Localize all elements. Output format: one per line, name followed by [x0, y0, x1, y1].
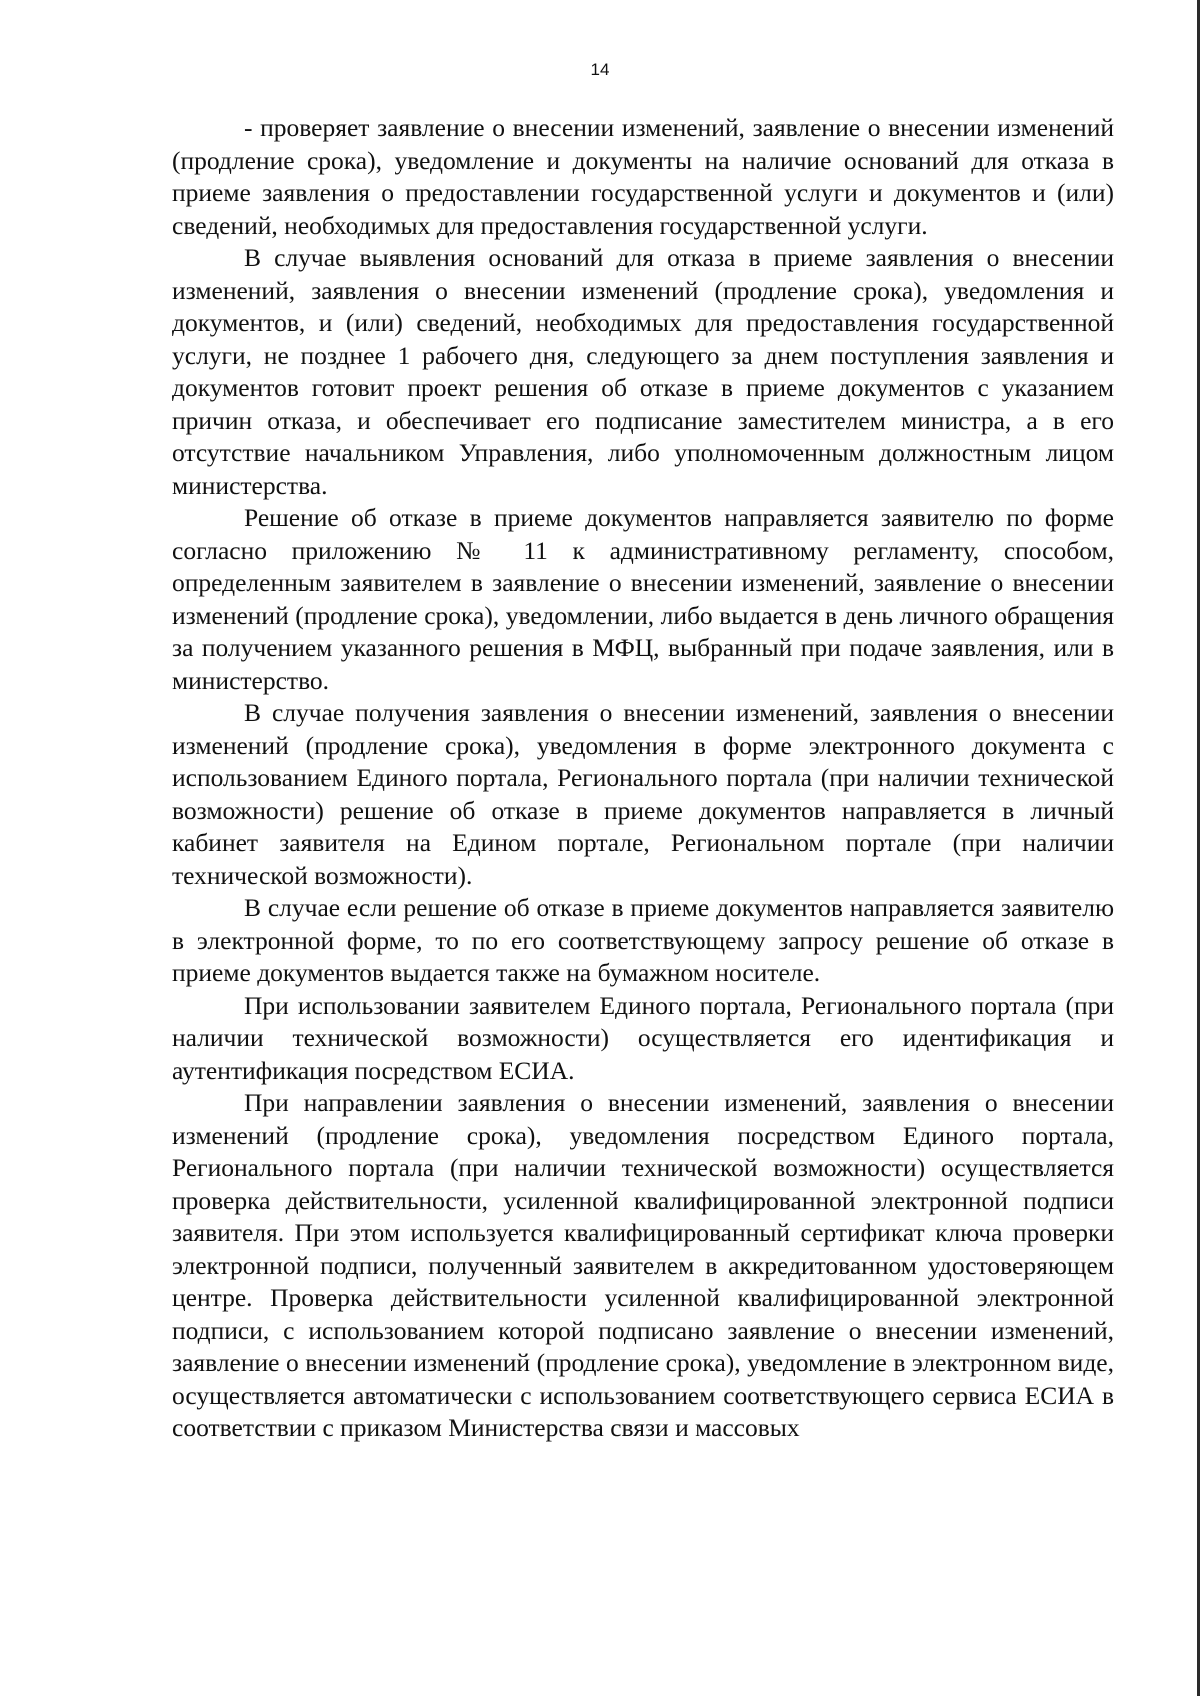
paragraph-6: При использовании заявителем Единого портала, Регионального портала (при наличии технической возможности) осуществляется его идентификация и аутентификация посредством ЕСИА.	[172, 990, 1114, 1085]
document-body	[172, 112, 1114, 1445]
paragraph-1: - проверяет заявление о внесении изменений, заявление о внесении изменений (продление срока), уведомление и документы на наличие оснований для отказа в приеме заявления о предоставлении государственной услуги и документов и (или) сведений, необходимых для предоставления государственной услуги.	[172, 113, 1114, 240]
paragraph-4: В случае получения заявления о внесении изменений, заявления о внесении изменений (продление срока), уведомления в форме электронного документа с использованием Единого портала, Регионального портала (при наличии технической возможности) решение об отказе в приеме документов направляется в личный кабинет заявителя на Едином портале, Региональном портале (при наличии технической возможности).	[172, 698, 1114, 890]
paragraph-5: В случае если решение об отказе в приеме документов направляется заявителю в электронной форме, то по его соответствующему запросу решение об отказе в приеме документов выдается также на бумажном носителе.	[172, 893, 1114, 987]
paragraph-2: В случае выявления оснований для отказа в приеме заявления о внесении изменений, заявления о внесении изменений (продление срока), уведомления и документов, и (или) сведений, необходимых для предоставления государственной услуги, не позднее 1 рабочего дня, следующего за днем поступления заявления и документов готовит проект решения об отказе в приеме документов с указанием причин отказа, и обеспечивает его подписание заместителем министра, а в его отсутствие начальником Управления, либо уполномоченным должностным лицом министерства.	[172, 243, 1114, 500]
paragraph-7: При направлении заявления о внесении изменений, заявления о внесении изменений (продление срока), уведомления посредством Единого портала, Регионального портала (при наличии технической возможности) осуществляется проверка действительности, усиленной квалифицированной электронной подписи заявителя. При этом используется квалифицированный сертификат ключа проверки электронной подписи, полученный заявителем в аккредитованном удостоверяющем центре. Проверка действительности усиленной квалифицированной электронной подписи, с использованием которой подписано заявление о внесении изменений, заявление о внесении изменений (продление срока), уведомление в электронном виде, осуществляется автоматически с использованием соответствующего сервиса ЕСИА в соответствии с приказом Министерства связи и массовых	[172, 1088, 1114, 1442]
page-number: 14	[590, 60, 610, 79]
paragraph-3: Решение об отказе в приеме документов направляется заявителю по форме согласно приложению № 11 к административному регламенту, способом, определенным заявителем в заявление о внесении изменений, заявление о внесении изменений (продление срока), уведомлении, либо выдается в день личного обращения за получением указанного решения в МФЦ, выбранный при подаче заявления, или в министерство.	[172, 503, 1114, 695]
